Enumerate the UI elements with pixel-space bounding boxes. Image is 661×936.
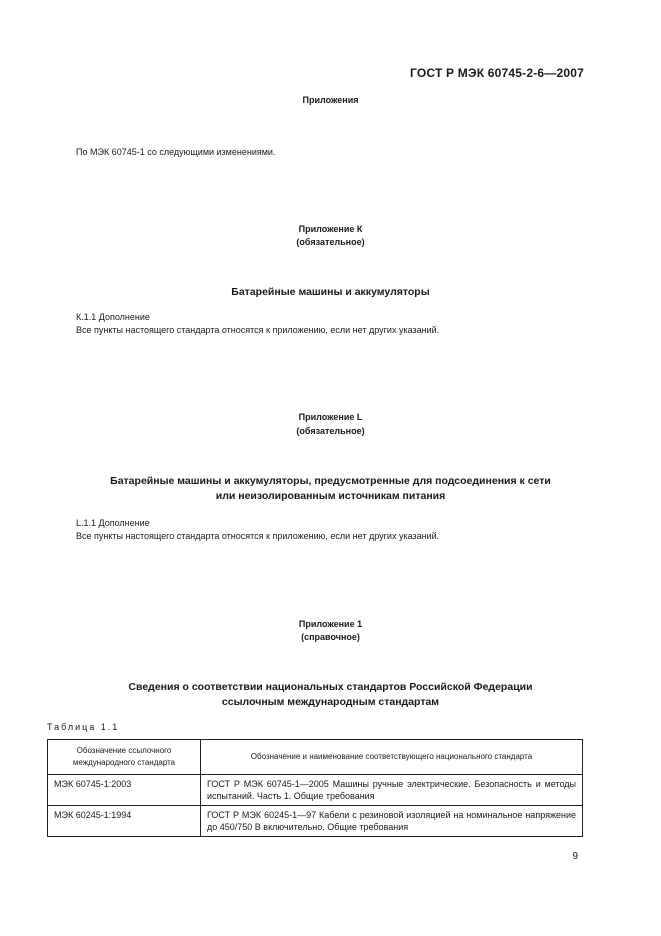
appendix-1-title-line1: Сведения о соответствии национальных стандартов Российской Федерации: [128, 681, 533, 693]
table-header-intl-line2: международного стандарта: [72, 758, 176, 767]
appendix-k-title: Батарейные машины и аккумуляторы: [231, 286, 430, 298]
appendix-l-label: Приложение L: [298, 412, 363, 422]
table-cell-national: ГОСТ Р МЭК 60245-1—97 Кабели с резиновой изоляцией на номинальное напряжение до 450/750 В включительно. Общие требования: [201, 806, 583, 837]
table-header-intl-line1: Обозначение ссылочного: [76, 746, 172, 755]
table-row: [48, 775, 583, 806]
standards-table: [47, 739, 583, 837]
appendix-l-clause: L.1.1 Дополнение: [76, 518, 150, 528]
table-header-national: Обозначение и наименование соответствующего национального стандарта: [201, 740, 583, 775]
page-number: 9: [572, 851, 578, 862]
table-caption: Таблица 1.1: [47, 722, 120, 732]
table-row: [48, 806, 583, 837]
appendix-k-clause: К.1.1 Дополнение: [76, 312, 150, 322]
document-code: ГОСТ Р МЭК 60745-2-6—2007: [410, 66, 584, 80]
appendix-1-label: Приложение 1: [298, 619, 363, 629]
table-cell-national: ГОСТ Р МЭК 60745-1—2005 Машины ручные электрические. Безопасность и методы испытаний. Часть 1. Общие требования: [201, 775, 583, 806]
table-header-intl: [48, 740, 201, 775]
appendix-l-status: (обязательное): [296, 426, 365, 436]
appendix-l-text: Все пункты настоящего стандарта относятся к приложению, если нет других указаний.: [76, 531, 440, 541]
appendix-k-status: (обязательное): [296, 237, 365, 247]
appendix-l-title-line1: Батарейные машины и аккумуляторы, предусмотренные для подсоединения к сети: [110, 475, 551, 487]
intro-line: По МЭК 60745-1 со следующими изменениями.: [76, 147, 276, 157]
table-cell-intl: МЭК 60245-1:1994: [48, 806, 201, 837]
table-header-row: [48, 740, 583, 775]
appendix-k-text: Все пункты настоящего стандарта относятся к приложению, если нет других указаний.: [76, 325, 440, 335]
appendix-l-title-line2: или неизолированным источникам питания: [215, 490, 446, 502]
appendix-1-status: (справочное): [301, 632, 360, 642]
appendix-k-label: Приложение К: [298, 224, 363, 234]
table-cell-intl: МЭК 60745-1:2003: [48, 775, 201, 806]
appendix-1-title-line2: ссылочным международным стандартам: [221, 696, 440, 708]
appendices-heading: Приложения: [302, 95, 359, 105]
